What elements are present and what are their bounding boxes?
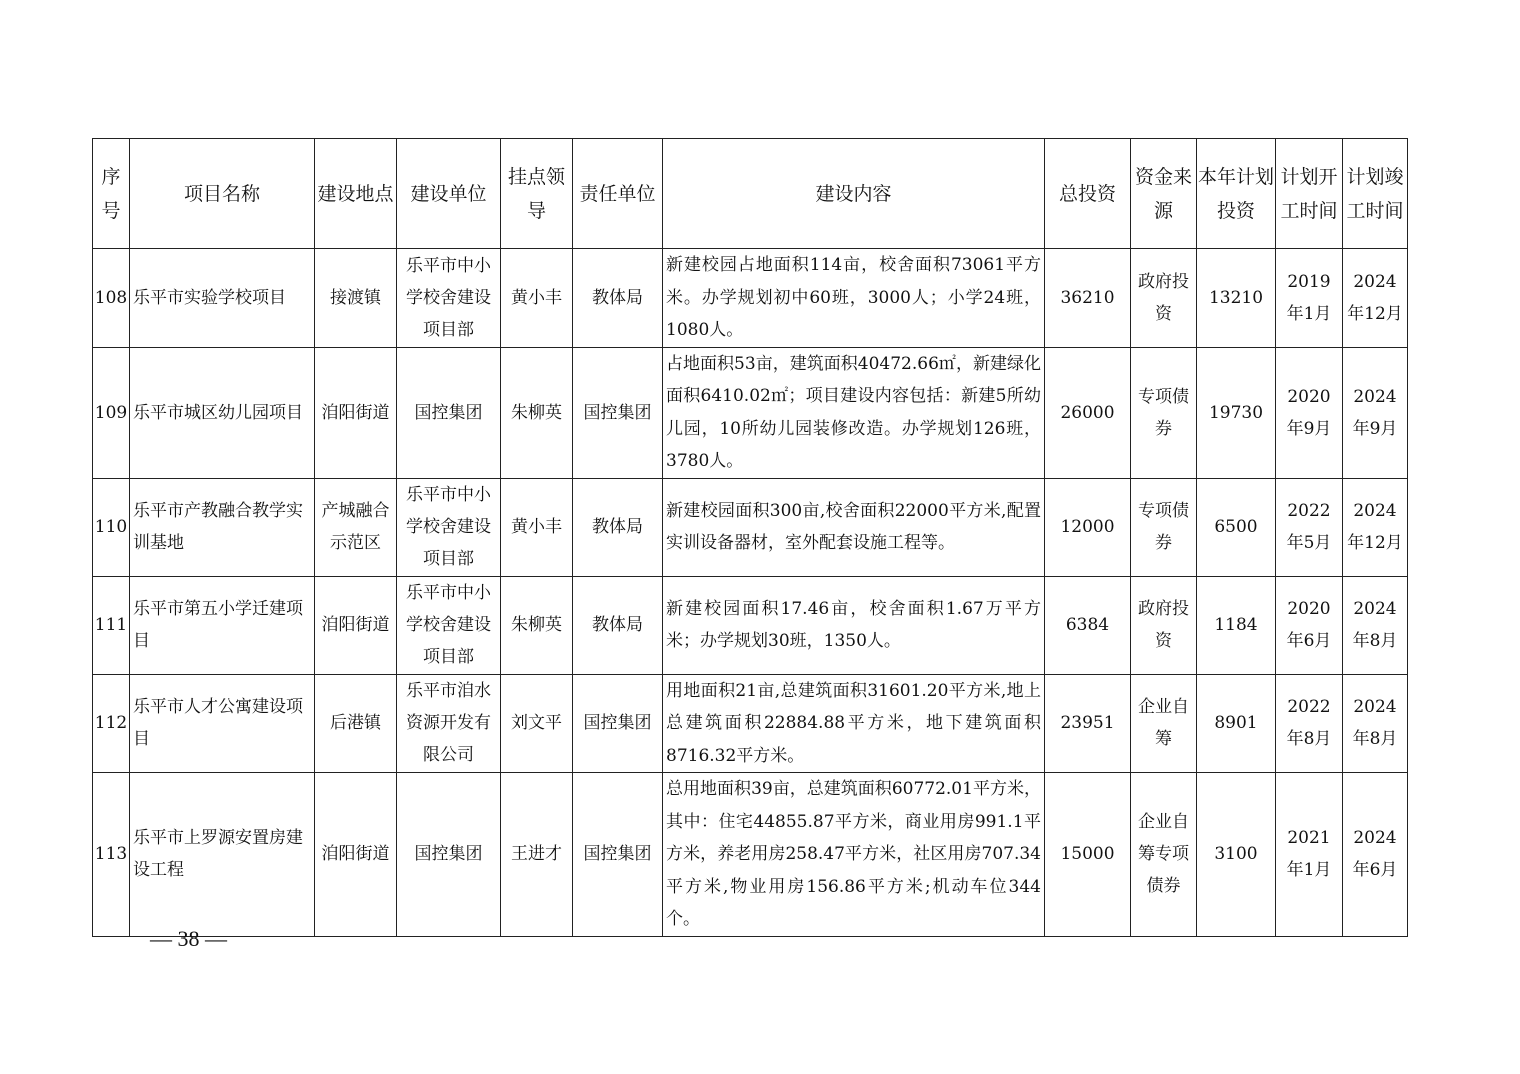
- row-fund: 企业自筹专项债券: [1131, 773, 1197, 937]
- row-no: 108: [93, 249, 130, 348]
- row-year-plan: 1184: [1197, 576, 1276, 674]
- row-content: 用地面积21亩,总建筑面积31601.20平方米,地上总建筑面积22884.88平方米，地下建筑面积8716.32平方米。: [663, 674, 1045, 773]
- table-row: [93, 773, 1408, 937]
- row-content: 新建校园面积300亩,校舍面积22000平方米,配置实训设备器材，室外配套设施工程等。: [663, 478, 1045, 576]
- header-site: 建设地点: [315, 139, 397, 249]
- row-unit: 乐平市中小学校舍建设项目部: [397, 576, 501, 674]
- row-dept: 国控集团: [573, 773, 663, 937]
- row-start: 2020年6月: [1276, 576, 1343, 674]
- row-fund: 专项债券: [1131, 478, 1197, 576]
- row-no: 110: [93, 478, 130, 576]
- header-fund: 资金来源: [1131, 139, 1197, 249]
- row-unit: 国控集团: [397, 347, 501, 478]
- row-site: 产城融合示范区: [315, 478, 397, 576]
- row-fund: 政府投资: [1131, 576, 1197, 674]
- table-row: [93, 674, 1408, 773]
- row-site: 洎阳街道: [315, 347, 397, 478]
- row-start: 2019年1月: [1276, 249, 1343, 348]
- project-table: [92, 138, 1408, 937]
- header-no: 序号: [93, 139, 130, 249]
- row-site: 后港镇: [315, 674, 397, 773]
- header-content: 建设内容: [663, 139, 1045, 249]
- row-year-plan: 13210: [1197, 249, 1276, 348]
- row-total: 26000: [1045, 347, 1131, 478]
- row-name: 乐平市产教融合教学实训基地: [130, 478, 315, 576]
- table-row: [93, 478, 1408, 576]
- row-dept: 国控集团: [573, 347, 663, 478]
- row-content: 新建校园占地面积114亩，校舍面积73061平方米。办学规划初中60班，3000人；小学24班，1080人。: [663, 249, 1045, 348]
- row-start: 2022年8月: [1276, 674, 1343, 773]
- row-content: 占地面积53亩，建筑面积40472.66㎡，新建绿化面积6410.02㎡；项目建设内容包括：新建5所幼儿园，10所幼儿园装修改造。办学规划126班，3780人。: [663, 347, 1045, 478]
- header-total: 总投资: [1045, 139, 1131, 249]
- row-year-plan: 19730: [1197, 347, 1276, 478]
- header-year-plan: 本年计划投资: [1197, 139, 1276, 249]
- row-site: 接渡镇: [315, 249, 397, 348]
- row-total: 6384: [1045, 576, 1131, 674]
- row-dept: 教体局: [573, 249, 663, 348]
- header-start: 计划开工时间: [1276, 139, 1343, 249]
- header-name: 项目名称: [130, 139, 315, 249]
- header-unit: 建设单位: [397, 139, 501, 249]
- header-row: [93, 139, 1408, 249]
- row-leader: 刘文平: [501, 674, 573, 773]
- row-total: 36210: [1045, 249, 1131, 348]
- row-year-plan: 6500: [1197, 478, 1276, 576]
- row-fund: 专项债券: [1131, 347, 1197, 478]
- page-number: — 38 —: [150, 926, 227, 951]
- row-content: 新建校园面积17.46亩，校舍面积1.67万平方米；办学规划30班，1350人。: [663, 576, 1045, 674]
- row-total: 12000: [1045, 478, 1131, 576]
- row-site: 洎阳街道: [315, 773, 397, 937]
- row-fund: 政府投资: [1131, 249, 1197, 348]
- row-no: 113: [93, 773, 130, 937]
- row-unit: 乐平市洎水资源开发有限公司: [397, 674, 501, 773]
- row-finish: 2024年6月: [1343, 773, 1408, 937]
- row-total: 23951: [1045, 674, 1131, 773]
- row-start: 2020年9月: [1276, 347, 1343, 478]
- row-finish: 2024年12月: [1343, 478, 1408, 576]
- row-start: 2022年5月: [1276, 478, 1343, 576]
- row-content: 总用地面积39亩，总建筑面积60772.01平方米，其中：住宅44855.87平方米，商业用房991.1平方米，养老用房258.47平方米，社区用房707.34平方米,物业用房156.86平方米;机动车位344个。: [663, 773, 1045, 937]
- table-row: [93, 347, 1408, 478]
- row-name: 乐平市第五小学迁建项目: [130, 576, 315, 674]
- row-leader: 朱柳英: [501, 576, 573, 674]
- row-site: 洎阳街道: [315, 576, 397, 674]
- header-leader: 挂点领导: [501, 139, 573, 249]
- row-name: 乐平市实验学校项目: [130, 249, 315, 348]
- row-dept: 教体局: [573, 478, 663, 576]
- row-leader: 王进才: [501, 773, 573, 937]
- row-year-plan: 3100: [1197, 773, 1276, 937]
- row-leader: 黄小丰: [501, 478, 573, 576]
- row-finish: 2024年8月: [1343, 576, 1408, 674]
- row-finish: 2024年8月: [1343, 674, 1408, 773]
- row-dept: 教体局: [573, 576, 663, 674]
- table-row: [93, 249, 1408, 348]
- row-name: 乐平市城区幼儿园项目: [130, 347, 315, 478]
- row-no: 112: [93, 674, 130, 773]
- row-fund: 企业自筹: [1131, 674, 1197, 773]
- row-finish: 2024年12月: [1343, 249, 1408, 348]
- row-name: 乐平市人才公寓建设项目: [130, 674, 315, 773]
- row-unit: 国控集团: [397, 773, 501, 937]
- row-year-plan: 8901: [1197, 674, 1276, 773]
- row-no: 109: [93, 347, 130, 478]
- row-unit: 乐平市中小学校舍建设项目部: [397, 249, 501, 348]
- row-dept: 国控集团: [573, 674, 663, 773]
- row-leader: 黄小丰: [501, 249, 573, 348]
- row-finish: 2024年9月: [1343, 347, 1408, 478]
- row-no: 111: [93, 576, 130, 674]
- header-finish: 计划竣工时间: [1343, 139, 1408, 249]
- row-start: 2021年1月: [1276, 773, 1343, 937]
- row-leader: 朱柳英: [501, 347, 573, 478]
- header-dept: 责任单位: [573, 139, 663, 249]
- row-total: 15000: [1045, 773, 1131, 937]
- row-name: 乐平市上罗源安置房建设工程: [130, 773, 315, 937]
- row-unit: 乐平市中小学校舍建设项目部: [397, 478, 501, 576]
- table-row: [93, 576, 1408, 674]
